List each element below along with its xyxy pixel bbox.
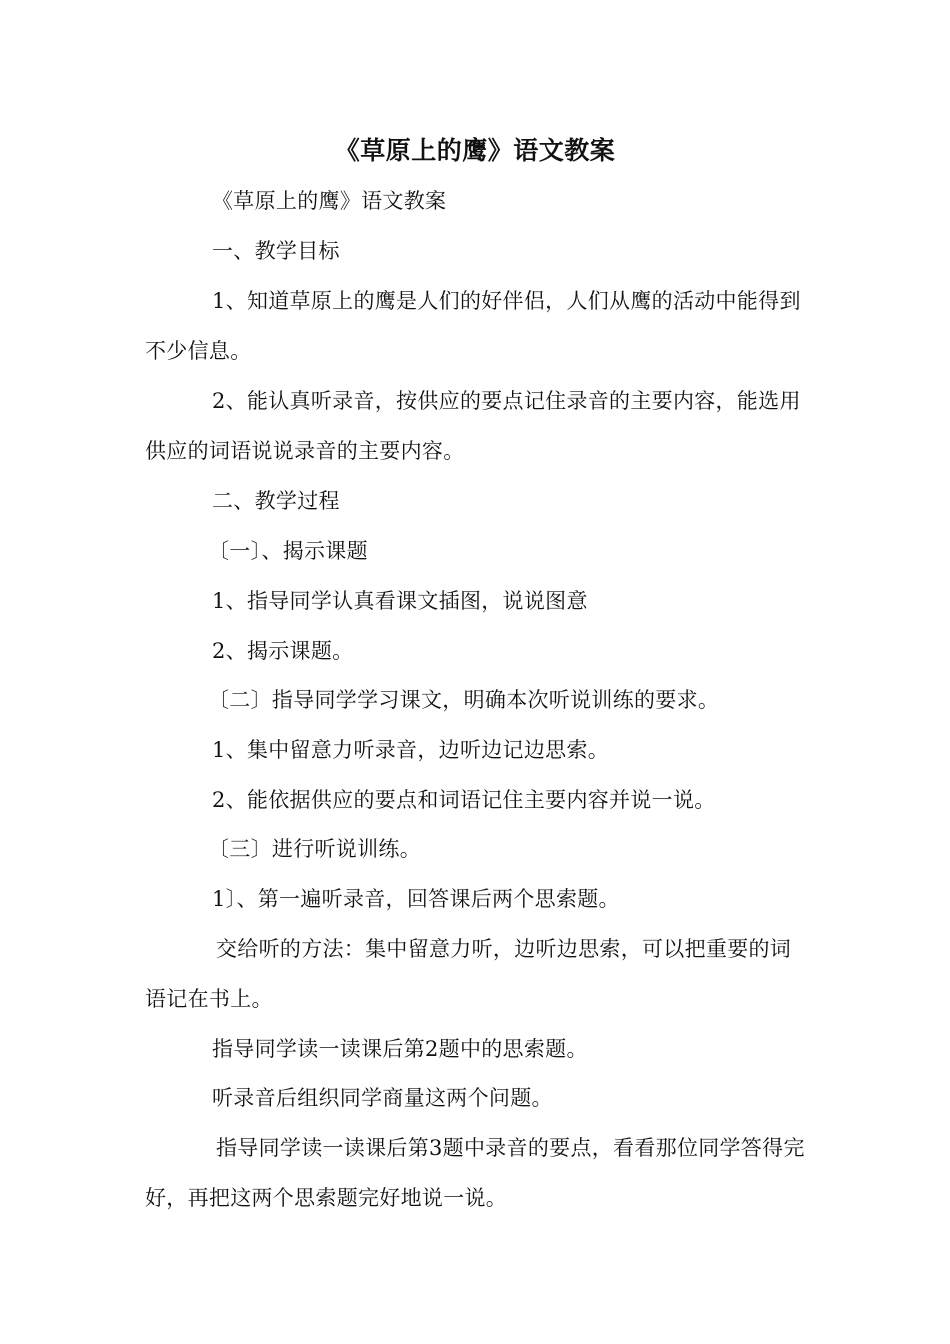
paragraph-step-1-item-2: 2、揭示课题。 (212, 639, 354, 663)
paragraph-step-2-item-1: 1、集中留意力听录音，边听边记边思索。 (212, 738, 610, 762)
paragraph-goal-1: 1、知道草原上的鹰是人们的好伴侣，人们从鹰的活动中能得到不少信息。 (145, 289, 801, 363)
paragraph-step-1: 〔一〕、揭示课题 (208, 539, 368, 563)
paragraph-subtitle: 《草原上的鹰》语文教案 (212, 189, 447, 213)
paragraph-question-3: 指导同学读一读课后第3题中录音的要点，看看那位同学答得完好，再把这两个思索题完好地说一说。 (145, 1136, 805, 1210)
paragraph-discussion: 听录音后组织同学商量这两个问题。 (212, 1086, 553, 1110)
paragraph-heading-process: 二、教学过程 (212, 489, 340, 513)
paragraph-step-2: 〔二〕指导同学学习课文，明确本次听说训练的要求。 (208, 688, 720, 712)
paragraph-listening-method: 交给听的方法：集中留意力听，边听边思索，可以把重要的词语记在书上。 (145, 937, 792, 1011)
paragraph-step-2-item-2: 2、能依据供应的要点和词语记住主要内容并说一说。 (212, 788, 716, 812)
paragraph-heading-goals: 一、教学目标 (212, 239, 340, 263)
paragraph-step-1-item-1: 1、指导同学认真看课文插图，说说图意 (212, 589, 588, 613)
document-title: 《草原上的鹰》语文教案 (334, 136, 616, 165)
paragraph-goal-2: 2、能认真听录音，按供应的要点记住录音的主要内容，能选用供应的词语说说录音的主要内容。 (145, 389, 801, 463)
paragraph-step-3-item-1: 1〕、第一遍听录音，回答课后两个思索题。 (212, 887, 620, 911)
paragraph-question-2: 指导同学读一读课后第2题中的思索题。 (212, 1037, 588, 1061)
paragraph-step-3: 〔三〕进行听说训练。 (208, 837, 421, 861)
